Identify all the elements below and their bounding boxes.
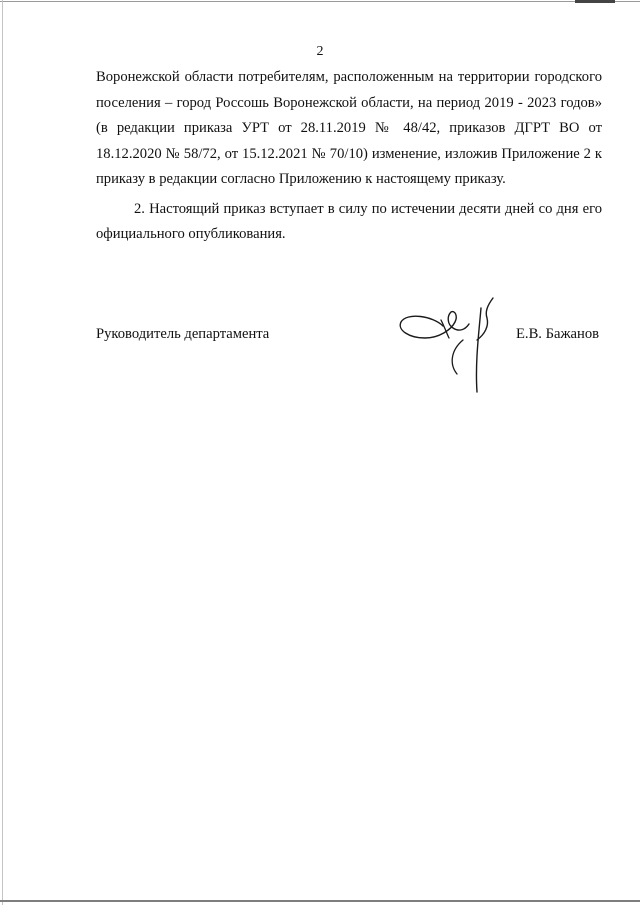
scan-edge-bottom — [0, 900, 640, 902]
scan-edge-left — [2, 0, 3, 905]
document-body — [96, 65, 602, 248]
paragraph-continuation: Воронежской области потребителям, расположенным на территории городского поселения – город Россошь Воронежской области, на период 2019 - 2023 годов» (в редакции приказа УРТ от 28.11.2019 № 48/42, приказов ДГРТ ВО от 18.12.2020 № 58/72, от 15.12.2021 № 70/10) изменение, изложив Приложение 2 к приказу в редакции согласно Приложению к настоящему приказу. — [96, 69, 602, 187]
page-number: 2 — [316, 44, 324, 59]
signatory-name: Е.В. Бажанов — [516, 326, 600, 342]
paragraph-item-2: 2. Настоящий приказ вступает в силу по истечении десяти дней со дня его официального опубликования. — [96, 200, 602, 242]
scan-edge-top — [0, 1, 640, 2]
scan-mark-top — [575, 0, 615, 3]
handwritten-signature — [395, 292, 505, 397]
signatory-title: Руководитель департамента — [96, 326, 270, 342]
